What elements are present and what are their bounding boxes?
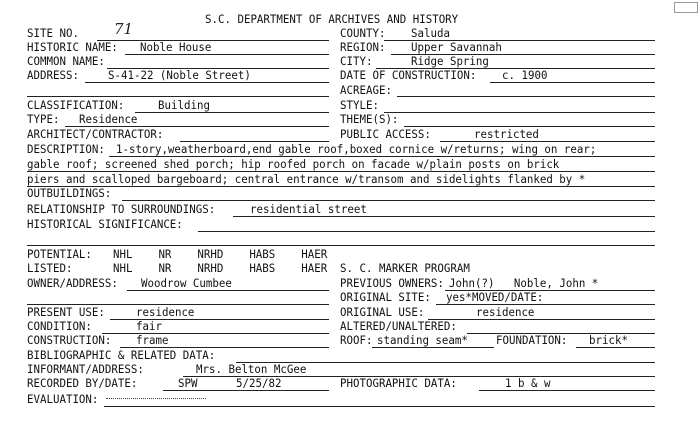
roof-underline <box>372 347 494 348</box>
section-divider-1 <box>27 96 329 97</box>
relationship-value: residential street <box>250 202 367 216</box>
bibliographic-label: BIBLIOGRAPHIC & RELATED DATA: <box>27 348 216 362</box>
construction-label: CONSTRUCTION: <box>27 333 112 347</box>
common-name-label: COMMON NAME: <box>27 54 105 68</box>
acreage-underline <box>397 96 655 97</box>
foundation-underline <box>576 347 655 348</box>
historic-name-label: HISTORIC NAME: <box>27 40 118 54</box>
relationship-label: RELATIONSHIP TO SURROUNDINGS: <box>27 202 216 216</box>
site-value: 71 <box>114 20 134 38</box>
marker-program-label: S. C. MARKER PROGRAM <box>340 261 470 275</box>
photographic-value: 1 b & w <box>505 376 551 390</box>
description-line-1: 1-story,weatherboard,end gable roof,boxed cornice w/returns; wing on rear; <box>116 142 597 156</box>
site-underline <box>97 40 329 41</box>
altered-label: ALTERED/UNALTERED: <box>340 319 457 333</box>
corner-stamp-mark <box>674 2 698 13</box>
photographic-underline <box>479 390 655 391</box>
present-use-value: residence <box>136 305 195 319</box>
potential-label: POTENTIAL: <box>27 247 92 261</box>
classification-underline <box>135 112 329 113</box>
classification-label: CLASSIFICATION: <box>27 98 125 112</box>
themes-label: THEME(S): <box>340 112 399 126</box>
informant-value: Mrs. Belton McGee <box>196 362 307 376</box>
owner-value: Woodrow Cumbee <box>141 276 232 290</box>
informant-label: INFORMANT/ADDRESS: <box>27 362 144 376</box>
site-label: SITE NO. <box>27 26 79 40</box>
style-underline <box>384 112 655 113</box>
date-construction-label: DATE OF CONSTRUCTION: <box>340 68 477 82</box>
recorded-by-value: SPW <box>178 376 198 390</box>
public-access-value: restricted <box>474 127 539 141</box>
original-site-value: yes*MOVED/DATE: <box>446 290 544 304</box>
listed-options: NHL NR NRHD HABS HAER <box>113 261 328 275</box>
significance-underline-2 <box>27 245 655 246</box>
previous-owners-label: PREVIOUS OWNERS: <box>340 276 444 290</box>
original-site-underline <box>436 304 655 305</box>
outbuildings-label: OUTBUILDINGS: <box>27 186 112 200</box>
date-construction-value: c. 1900 <box>502 68 548 82</box>
original-site-label: ORIGINAL SITE: <box>340 290 431 304</box>
type-value: Residence <box>79 112 138 126</box>
roof-label: ROOF: <box>340 333 373 347</box>
address-underline <box>85 82 329 83</box>
evaluation-underline <box>104 406 655 407</box>
county-value: Saluda <box>411 26 450 40</box>
address-label: ADDRESS: <box>27 68 79 82</box>
evaluation-label: EVALUATION: <box>27 392 99 406</box>
photographic-label: PHOTOGRAPHIC DATA: <box>340 376 457 390</box>
condition-value: fair <box>136 319 162 333</box>
architect-label: ARCHITECT/CONTRACTOR: <box>27 127 164 141</box>
relationship-underline <box>233 216 655 217</box>
evaluation-dotted-mark <box>106 398 206 399</box>
address-value: S-41-22 (Noble Street) <box>108 68 251 82</box>
previous-owners-value: John(?) Noble, John * <box>449 276 599 290</box>
significance-label: HISTORICAL SIGNIFICANCE: <box>27 217 183 231</box>
page-title: S.C. DEPARTMENT OF ARCHIVES AND HISTORY <box>205 12 459 26</box>
original-use-underline <box>428 319 655 320</box>
city-label: CITY: <box>340 54 373 68</box>
present-use-label: PRESENT USE: <box>27 305 105 319</box>
foundation-value: brick* <box>589 333 628 347</box>
public-access-label: PUBLIC ACCESS: <box>340 127 431 141</box>
original-use-label: ORIGINAL USE: <box>340 305 425 319</box>
region-label: REGION: <box>340 40 386 54</box>
type-label: TYPE: <box>27 112 60 126</box>
recorded-date-value: 5/25/82 <box>236 376 282 390</box>
description-line-2: gable roof; screened shed porch; hip roofed porch on facade w/plain posts on brick <box>27 157 560 171</box>
owner-label: OWNER/ADDRESS: <box>27 276 118 290</box>
listed-label: LISTED: <box>27 261 73 275</box>
date-construction-underline <box>490 82 655 83</box>
description-label: DESCRIPTION: <box>27 142 105 156</box>
foundation-label: FOUNDATION: <box>496 333 568 347</box>
county-label: COUNTY: <box>340 26 386 40</box>
condition-label: CONDITION: <box>27 319 92 333</box>
potential-options: NHL NR NRHD HABS HAER <box>113 247 328 261</box>
owner-underline <box>127 290 329 291</box>
description-line-3: piers and scalloped bargeboard; central entrance w/transom and sidelights flanked by * <box>27 172 586 186</box>
outbuildings-underline <box>122 200 655 201</box>
region-value: Upper Savannah <box>411 40 502 54</box>
city-value: Ridge Spring <box>411 54 489 68</box>
recorded-label: RECORDED BY/DATE: <box>27 376 138 390</box>
roof-value: standing seam* <box>377 333 468 347</box>
significance-underline-1 <box>198 231 655 232</box>
recorded-underline <box>163 390 329 391</box>
classification-value: Building <box>158 98 210 112</box>
construction-value: frame <box>136 333 169 347</box>
style-label: STYLE: <box>340 98 379 112</box>
historic-name-underline <box>125 54 329 55</box>
description-underline-3 <box>27 186 655 187</box>
historic-name-value: Noble House <box>140 40 212 54</box>
acreage-label: ACREAGE: <box>340 83 392 97</box>
original-use-value: residence <box>476 305 535 319</box>
